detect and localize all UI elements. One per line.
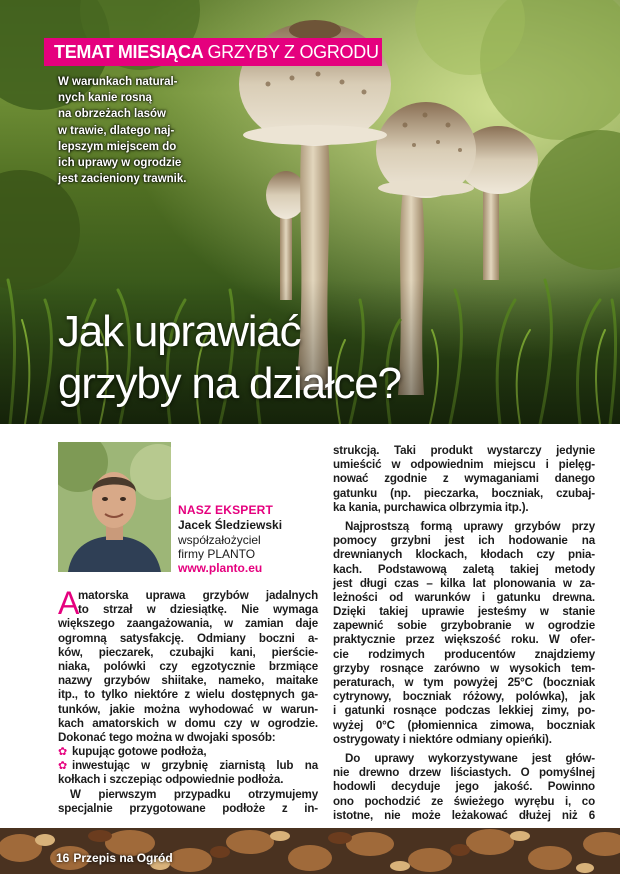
text-line: leżności od warunków i gatunku drewna.	[333, 590, 595, 604]
text-line: Najprostszą formą uprawy grzybów przy	[345, 519, 595, 533]
text-line: kach. Podstawową zaletą takiej metody	[333, 562, 595, 576]
page-folio	[56, 851, 173, 865]
text-line: niaka, polówki czy egzotycznie brzmiące	[58, 659, 318, 673]
text-line: nować zgodnie z wymaganiami danego	[333, 472, 595, 486]
text-line: W pierwszym przypadku otrzymujemy	[70, 787, 318, 801]
text-line: istotne, nie może leżakować dłużej niż 6	[333, 808, 595, 822]
bullet-item: ✿ kupując gotowe podłoża,	[58, 745, 318, 759]
expert-portrait-illustration	[58, 442, 171, 572]
text-line: gatunku (np. pieczarka, boczniak, czubaj-	[333, 486, 595, 500]
text-line: drewnianych klockach, kłodach czy pnia-	[333, 548, 595, 562]
text-line: większego zaangażowania, w zamian daje	[58, 617, 318, 631]
text-line: peraturach, w tym powyżej 25°C (boczniak	[333, 676, 595, 689]
text-line: nie drewno drzew liściastych. O pomyślnej	[333, 766, 595, 780]
text-line: pomocy grzybni jest ich hodowanie na	[333, 534, 595, 548]
text-line: i gatunki rosnące podczas lekkiej zimy, po-	[333, 704, 595, 718]
text-line: nazwy grzybów shiitake, nameko, maitake	[58, 674, 318, 688]
text-line: matorska uprawa grzybów jadalnych	[78, 589, 318, 602]
text-line: ostrygowaty i niektóre odmiany opieńki).	[333, 732, 552, 746]
expert-name: Jacek Śledziewski	[178, 518, 283, 532]
text-line: kach amatorskich w domu czy w ogrodzie.	[58, 716, 318, 730]
text-line: tunków, jakie można wyhodować w warun-	[58, 702, 318, 716]
drop-cap: A	[58, 585, 80, 621]
page-number: 16	[56, 851, 70, 865]
text-line: itp., to tylko niektóre z wielu dostępnych ga-	[58, 688, 318, 702]
hero-photo	[0, 0, 620, 424]
article-left-column	[58, 585, 318, 816]
text-line: cie rodzimych producentów znajdziemy	[333, 647, 595, 661]
text-line: ka kania, purchawica olbrzymia itp.).	[333, 500, 529, 514]
text-line: cytrynowy, boczniak różowy, polówka), jak	[333, 690, 595, 704]
banner-section: TEMAT MIESIĄCA	[54, 42, 204, 62]
text-line: ków, pieczarek, czubajki kani, pierście-	[58, 645, 318, 659]
text-line: strukcją. Taki produkt wystarczy jedynie	[333, 444, 595, 457]
article-right-column	[333, 444, 595, 823]
text-line: wyżej 0°C (płomiennica zimowa, boczniak	[333, 718, 595, 732]
expert-photo	[58, 442, 171, 572]
bullet-item: ✿ inwestując w grzybnię ziarnistą lub na	[58, 759, 318, 773]
text-line: umieścić w odpowiednim miejscu i pielęg-	[333, 458, 595, 472]
text-line: Dokonać tego można w dwojaki sposób:	[58, 730, 276, 744]
text-line: Dzięki takiej uprawie jesteśmy w stanie	[333, 605, 595, 619]
text-line: hodowli decyduje jego jakość. Powinno	[333, 780, 595, 794]
text-line: grzyby rosnące zarówno w wysokich tem-	[333, 661, 595, 675]
expert-label: NASZ EKSPERT	[178, 503, 274, 517]
expert-company: firmy PLANTO	[178, 547, 256, 561]
text-line: kołkach i szczepiąc odpowiednie podłoża.	[58, 773, 284, 787]
text-line: ono pochodzić ze świeżego wyrębu i, co	[333, 794, 595, 808]
expert-website-link[interactable]: www.planto.eu	[178, 561, 263, 575]
text-line: to strzał w dziesiątkę. Nie wymaga	[78, 603, 318, 617]
article-title: Jak uprawiać grzyby na działce?	[58, 307, 401, 408]
text-line: praktycznie przez większość roku. W ofer-	[333, 633, 595, 647]
banner-topic: GRZYBY Z OGRODU	[207, 42, 379, 62]
text-line: zapewnić sobie grzybobranie w ogrodzie	[333, 619, 595, 633]
lead-caption: W warunkach natural- nych kanie rosną na obrzeżach lasów w trawie, dlatego naj- lepszym miejscem do ich uprawy w ogrodzie jest zacieniony trawnik.	[58, 76, 187, 186]
text-line: jest długi czas – kilka lat plonowania w za-	[333, 576, 595, 590]
text-line: Do uprawy wykorzystywane jest głów-	[345, 751, 595, 765]
expert-position: współzałożyciel	[178, 533, 261, 547]
text-line: ogromną satysfakcję. Odmiany boczni a-	[58, 631, 318, 645]
section-banner	[44, 38, 382, 66]
magazine-name: Przepis na Ogród	[73, 851, 173, 865]
text-line: specjalnie przygotowane podłoże z in-	[58, 801, 318, 815]
